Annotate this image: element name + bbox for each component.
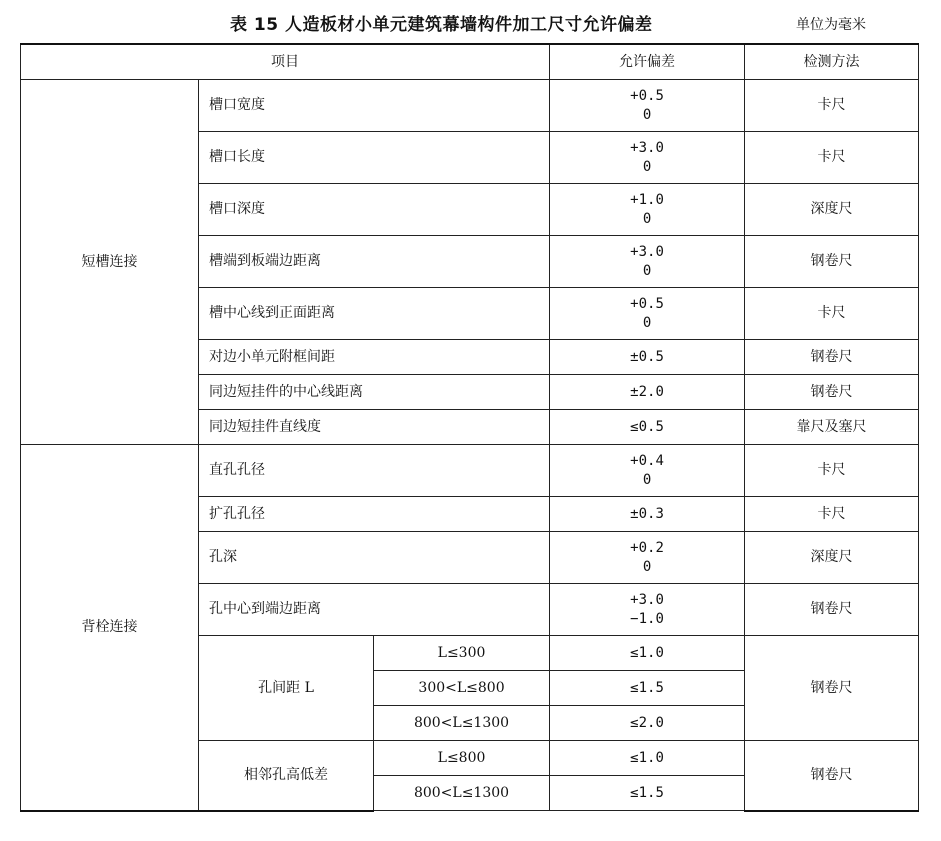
- method-cell: 卡尺: [745, 445, 919, 497]
- item-cell: 扩孔孔径: [199, 497, 550, 532]
- tolerance-cell: [550, 636, 745, 671]
- tolerance-table: [20, 43, 919, 812]
- item-cell: 孔深: [199, 532, 550, 584]
- method-cell: 钢卷尺: [745, 584, 919, 636]
- tolerance-cell: [550, 410, 745, 445]
- tolerance-cell: [550, 741, 745, 776]
- tolerance-upper: +3.0: [630, 139, 664, 156]
- tolerance-upper: +0.4: [630, 452, 664, 469]
- tolerance-value: ≤0.5: [630, 418, 664, 435]
- table-title: 表 15 人造板材小单元建筑幕墙构件加工尺寸允许偏差: [230, 15, 653, 35]
- method-cell: 深度尺: [745, 532, 919, 584]
- method-cell: 钢卷尺: [745, 236, 919, 288]
- tolerance-cell: [550, 584, 745, 636]
- tolerance-cell: [550, 497, 745, 532]
- condition-cell: L≤800: [374, 741, 550, 776]
- method-cell: 钢卷尺: [745, 636, 919, 741]
- tolerance-cell: [550, 184, 745, 236]
- method-cell: 卡尺: [745, 132, 919, 184]
- tolerance-cell: [550, 706, 745, 741]
- item-cell: 槽口长度: [199, 132, 550, 184]
- item-cell: 直孔孔径: [199, 445, 550, 497]
- tolerance-upper: +0.5: [630, 295, 664, 312]
- tolerance-upper: +0.2: [630, 539, 664, 556]
- tolerance-cell: [550, 132, 745, 184]
- method-cell: 卡尺: [745, 288, 919, 340]
- method-cell: 钢卷尺: [745, 375, 919, 410]
- tolerance-cell: [550, 340, 745, 375]
- item-cell: 槽中心线到正面距离: [199, 288, 550, 340]
- method-cell: 靠尺及塞尺: [745, 410, 919, 445]
- item-cell: 对边小单元附框间距: [199, 340, 550, 375]
- method-cell: 卡尺: [745, 80, 919, 132]
- tolerance-lower: 0: [642, 210, 652, 227]
- tolerance-value: ≤1.0: [630, 749, 664, 766]
- tolerance-value: ±2.0: [630, 383, 664, 400]
- tolerance-cell: [550, 236, 745, 288]
- tolerance-value: ≤2.0: [630, 714, 664, 731]
- tolerance-cell: [550, 288, 745, 340]
- group-label-back-bolt: 背栓连接: [21, 445, 199, 811]
- tolerance-upper: +3.0: [630, 243, 664, 260]
- tolerance-value: ≤1.0: [630, 644, 664, 661]
- condition-cell: 800<L≤1300: [374, 706, 550, 741]
- tolerance-lower: 0: [642, 471, 652, 488]
- condition-cell: 800<L≤1300: [374, 776, 550, 811]
- condition-cell: L≤300: [374, 636, 550, 671]
- group-label-short-slot: 短槽连接: [21, 80, 199, 445]
- header-tolerance: 允许偏差: [550, 44, 745, 80]
- tolerance-cell: [550, 375, 745, 410]
- method-cell: 钢卷尺: [745, 340, 919, 375]
- header-row: [21, 44, 919, 80]
- tolerance-value: ≤1.5: [630, 679, 664, 696]
- item-cell: 槽口深度: [199, 184, 550, 236]
- tolerance-lower: 0: [642, 262, 652, 279]
- tolerance-lower: 0: [642, 558, 652, 575]
- tolerance-lower: 0: [642, 158, 652, 175]
- unit-note: 单位为毫米: [796, 17, 866, 33]
- height-diff-label: 相邻孔高低差: [199, 741, 374, 811]
- tolerance-cell: [550, 80, 745, 132]
- item-cell: 同边短挂件的中心线距离: [199, 375, 550, 410]
- item-cell: 槽口宽度: [199, 80, 550, 132]
- method-cell: 钢卷尺: [745, 741, 919, 811]
- condition-cell: 300<L≤800: [374, 671, 550, 706]
- tolerance-lower: 0: [642, 314, 652, 331]
- item-cell: 孔中心到端边距离: [199, 584, 550, 636]
- tolerance-value: ±0.3: [630, 505, 664, 522]
- tolerance-lower: −1.0: [630, 610, 664, 627]
- item-cell: 同边短挂件直线度: [199, 410, 550, 445]
- tolerance-cell: [550, 445, 745, 497]
- tolerance-upper: +0.5: [630, 87, 664, 104]
- tolerance-value: ±0.5: [630, 348, 664, 365]
- hole-spacing-label: 孔间距 L: [199, 636, 374, 741]
- table-row: [21, 445, 919, 497]
- header-item: 项目: [21, 44, 550, 80]
- tolerance-lower: 0: [642, 106, 652, 123]
- item-cell: 槽端到板端边距离: [199, 236, 550, 288]
- tolerance-upper: +3.0: [630, 591, 664, 608]
- tolerance-cell: [550, 671, 745, 706]
- tolerance-upper: +1.0: [630, 191, 664, 208]
- table-row: [21, 80, 919, 132]
- method-cell: 卡尺: [745, 497, 919, 532]
- method-cell: 深度尺: [745, 184, 919, 236]
- tolerance-value: ≤1.5: [630, 784, 664, 801]
- table-header: [0, 10, 941, 34]
- tolerance-cell: [550, 776, 745, 811]
- tolerance-cell: [550, 532, 745, 584]
- header-method: 检测方法: [745, 44, 919, 80]
